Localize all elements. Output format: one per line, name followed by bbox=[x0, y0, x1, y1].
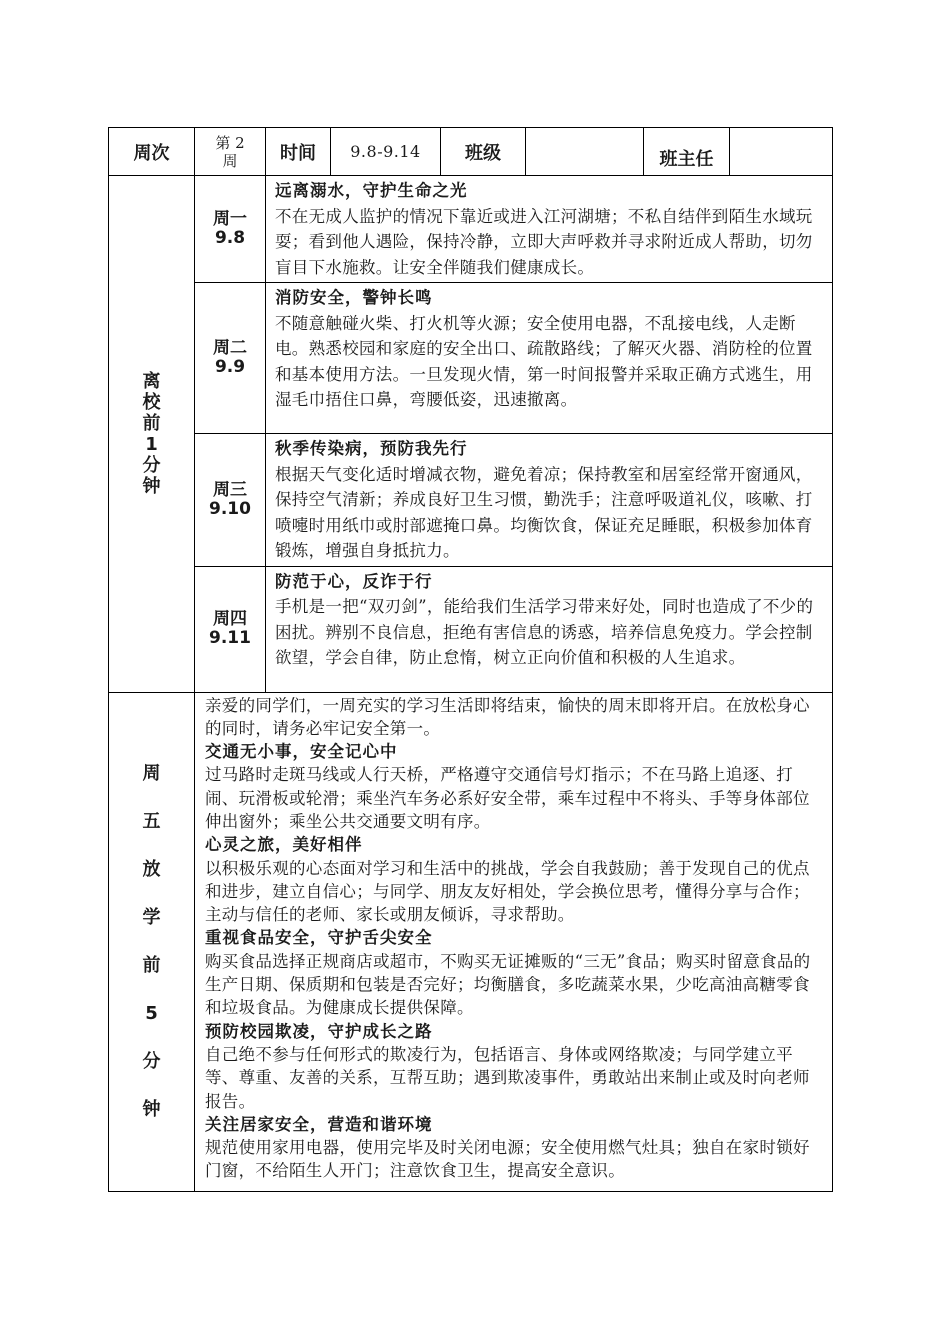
section-char: 钟 bbox=[142, 475, 161, 497]
safety-schedule-table bbox=[108, 127, 833, 1192]
topic-title: 防范于心，反诈于行 bbox=[275, 571, 433, 591]
friday-intro: 亲爱的同学们，一周充实的学习生活即将结束，愉快的周末即将开启。在放松身心的同时，请务必牢记安全第一。 bbox=[205, 695, 810, 738]
section-char: 分 bbox=[142, 454, 161, 476]
section-char: 钟 bbox=[142, 1098, 161, 1120]
section-char: 五 bbox=[142, 810, 161, 832]
head-teacher-label: 班主任 bbox=[644, 128, 730, 176]
week-value-line2: 周 bbox=[222, 151, 238, 170]
day-date: 9.11 bbox=[209, 628, 251, 648]
topic-body: 不在无成人监护的情况下靠近或进入江河湖塘；不私自结伴到陌生水域玩耍；看到他人遇险，保持冷静，立即大声呼救并寻求附近成人帮助，切勿盲目下水施救。让安全伴随我们健康成长。 bbox=[275, 206, 813, 277]
topic-title: 消防安全，警钟长鸣 bbox=[275, 288, 433, 307]
topic-title: 心灵之旅，美好相伴 bbox=[205, 835, 363, 855]
section-char: 离 bbox=[142, 370, 161, 392]
class-label: 班级 bbox=[441, 128, 526, 176]
topic-body: 自己绝不参与任何形式的欺凌行为，包括语言、身体或网络欺凌；与同学建立平等、尊重、友善的关系，互帮互助；遇到欺凌事件，勇敢站出来制止或及时向老师报告。 bbox=[205, 1044, 810, 1111]
monday-row bbox=[109, 176, 833, 283]
content-tuesday bbox=[266, 283, 833, 434]
content-monday bbox=[266, 176, 833, 283]
head-teacher-value[interactable] bbox=[730, 128, 833, 176]
time-value: 9.8-9.14 bbox=[331, 128, 441, 176]
week-value bbox=[195, 128, 266, 176]
day-name: 周一 bbox=[213, 209, 247, 229]
day-name: 周二 bbox=[213, 338, 247, 358]
section-char: 校 bbox=[142, 391, 161, 413]
day-cell-wednesday bbox=[195, 434, 266, 567]
day-cell-monday bbox=[195, 176, 266, 283]
tuesday-row bbox=[109, 283, 833, 434]
section-char: 放 bbox=[142, 858, 161, 880]
topic-title: 秋季传染病，预防我先行 bbox=[275, 439, 468, 458]
week-value-line1: 第 2 bbox=[215, 133, 245, 152]
topic-title: 交通无小事，安全记心中 bbox=[205, 742, 398, 762]
day-cell-tuesday bbox=[195, 283, 266, 434]
topic-body: 根据天气变化适时增减衣物，避免着凉；保持教室和居室经常开窗通风，保持空气清新；养成良好卫生习惯，勤洗手；注意呼吸道礼仪，咳嗽、打喷嚏时用纸巾或肘部遮掩口鼻。均衡饮食，保证充足睡眠，积极参加体育锻炼，增强自身抵抗力。 bbox=[275, 464, 813, 560]
day-date: 9.9 bbox=[214, 357, 246, 377]
topic-title: 重视食品安全，守护舌尖安全 bbox=[205, 928, 433, 948]
class-value[interactable] bbox=[526, 128, 644, 176]
topic-title: 关注居家安全，营造和谐环境 bbox=[205, 1114, 433, 1134]
content-thursday bbox=[266, 566, 833, 692]
topic-body: 不随意触碰火柴、打火机等火源；安全使用电器，不乱接电线，人走断电。熟悉校园和家庭的安全出口、疏散路线；了解灭火器、消防栓的位置和基本使用方法。一旦发现火情，第一时间报警并采取正确方式逃生，用湿毛巾捂住口鼻，弯腰低姿，迅速撤离。 bbox=[275, 313, 813, 409]
week-label: 周次 bbox=[109, 128, 195, 176]
header-row bbox=[109, 128, 833, 176]
thursday-row bbox=[109, 566, 833, 692]
day-name: 周三 bbox=[213, 479, 247, 500]
friday-row bbox=[109, 692, 833, 1191]
day-name: 周四 bbox=[213, 609, 247, 629]
section-char: 前 bbox=[142, 412, 161, 434]
topic-title: 预防校园欺凌，守护成长之路 bbox=[205, 1021, 433, 1041]
section-char: 分 bbox=[142, 1050, 161, 1072]
day-date: 9.8 bbox=[214, 228, 246, 248]
topic-body: 规范使用家用电器，使用完毕及时关闭电源；安全使用燃气灶具；独自在家时锁好门窗，不给陌生人开门；注意饮食卫生，提高安全意识。 bbox=[205, 1138, 810, 1181]
section-char: 周 bbox=[142, 762, 161, 784]
content-wednesday bbox=[266, 434, 833, 567]
time-label: 时间 bbox=[266, 128, 331, 176]
topic-body: 过马路时走斑马线或人行天桥，严格遵守交通信号灯指示；不在马路上追逐、打闹、玩滑板或轮滑；乘坐汽车务必系好安全带，乘车过程中不将头、手等身体部位伸出窗外；乘坐公共交通要文明有序。 bbox=[205, 765, 810, 831]
topic-body: 购买食品选择正规商店或超市，不购买无证摊贩的“三无”食品；购买时留意食品的生产日期、保质期和包装是否完好；均衡膳食，多吃蔬菜水果，少吃高油高糖零食和垃圾食品。为健康成长提供保障。 bbox=[205, 951, 811, 1018]
section-char: 5 bbox=[145, 1002, 158, 1024]
section-char: 前 bbox=[142, 954, 161, 976]
friday-section-label bbox=[109, 692, 195, 1191]
day-cell-thursday bbox=[195, 566, 266, 692]
section-char: 学 bbox=[142, 906, 161, 928]
friday-content bbox=[195, 692, 833, 1191]
topic-title: 远离溺水，守护生命之光 bbox=[275, 181, 468, 200]
topic-body: 手机是一把“双刃剑”，能给我们生活学习带来好处，同时也造成了不少的困扰。辨别不良信息，拒绝有害信息的诱惑，培养信息免疫力。学会控制欲望，学会自律，防止怠惰，树立正向价值和积极的人生追求。 bbox=[275, 597, 814, 667]
section-char: 1 bbox=[145, 433, 158, 455]
day-date: 9.10 bbox=[209, 498, 251, 519]
topic-body: 以积极乐观的心态面对学习和生活中的挑战，学会自我鼓励；善于发现自己的优点和进步，建立自信心；与同学、朋友友好相处，学会换位思考，懂得分享与合作；主动与信任的老师、家长或朋友倾诉，寻求帮助。 bbox=[205, 858, 810, 925]
before-school-label bbox=[109, 176, 195, 693]
wednesday-row bbox=[109, 434, 833, 567]
